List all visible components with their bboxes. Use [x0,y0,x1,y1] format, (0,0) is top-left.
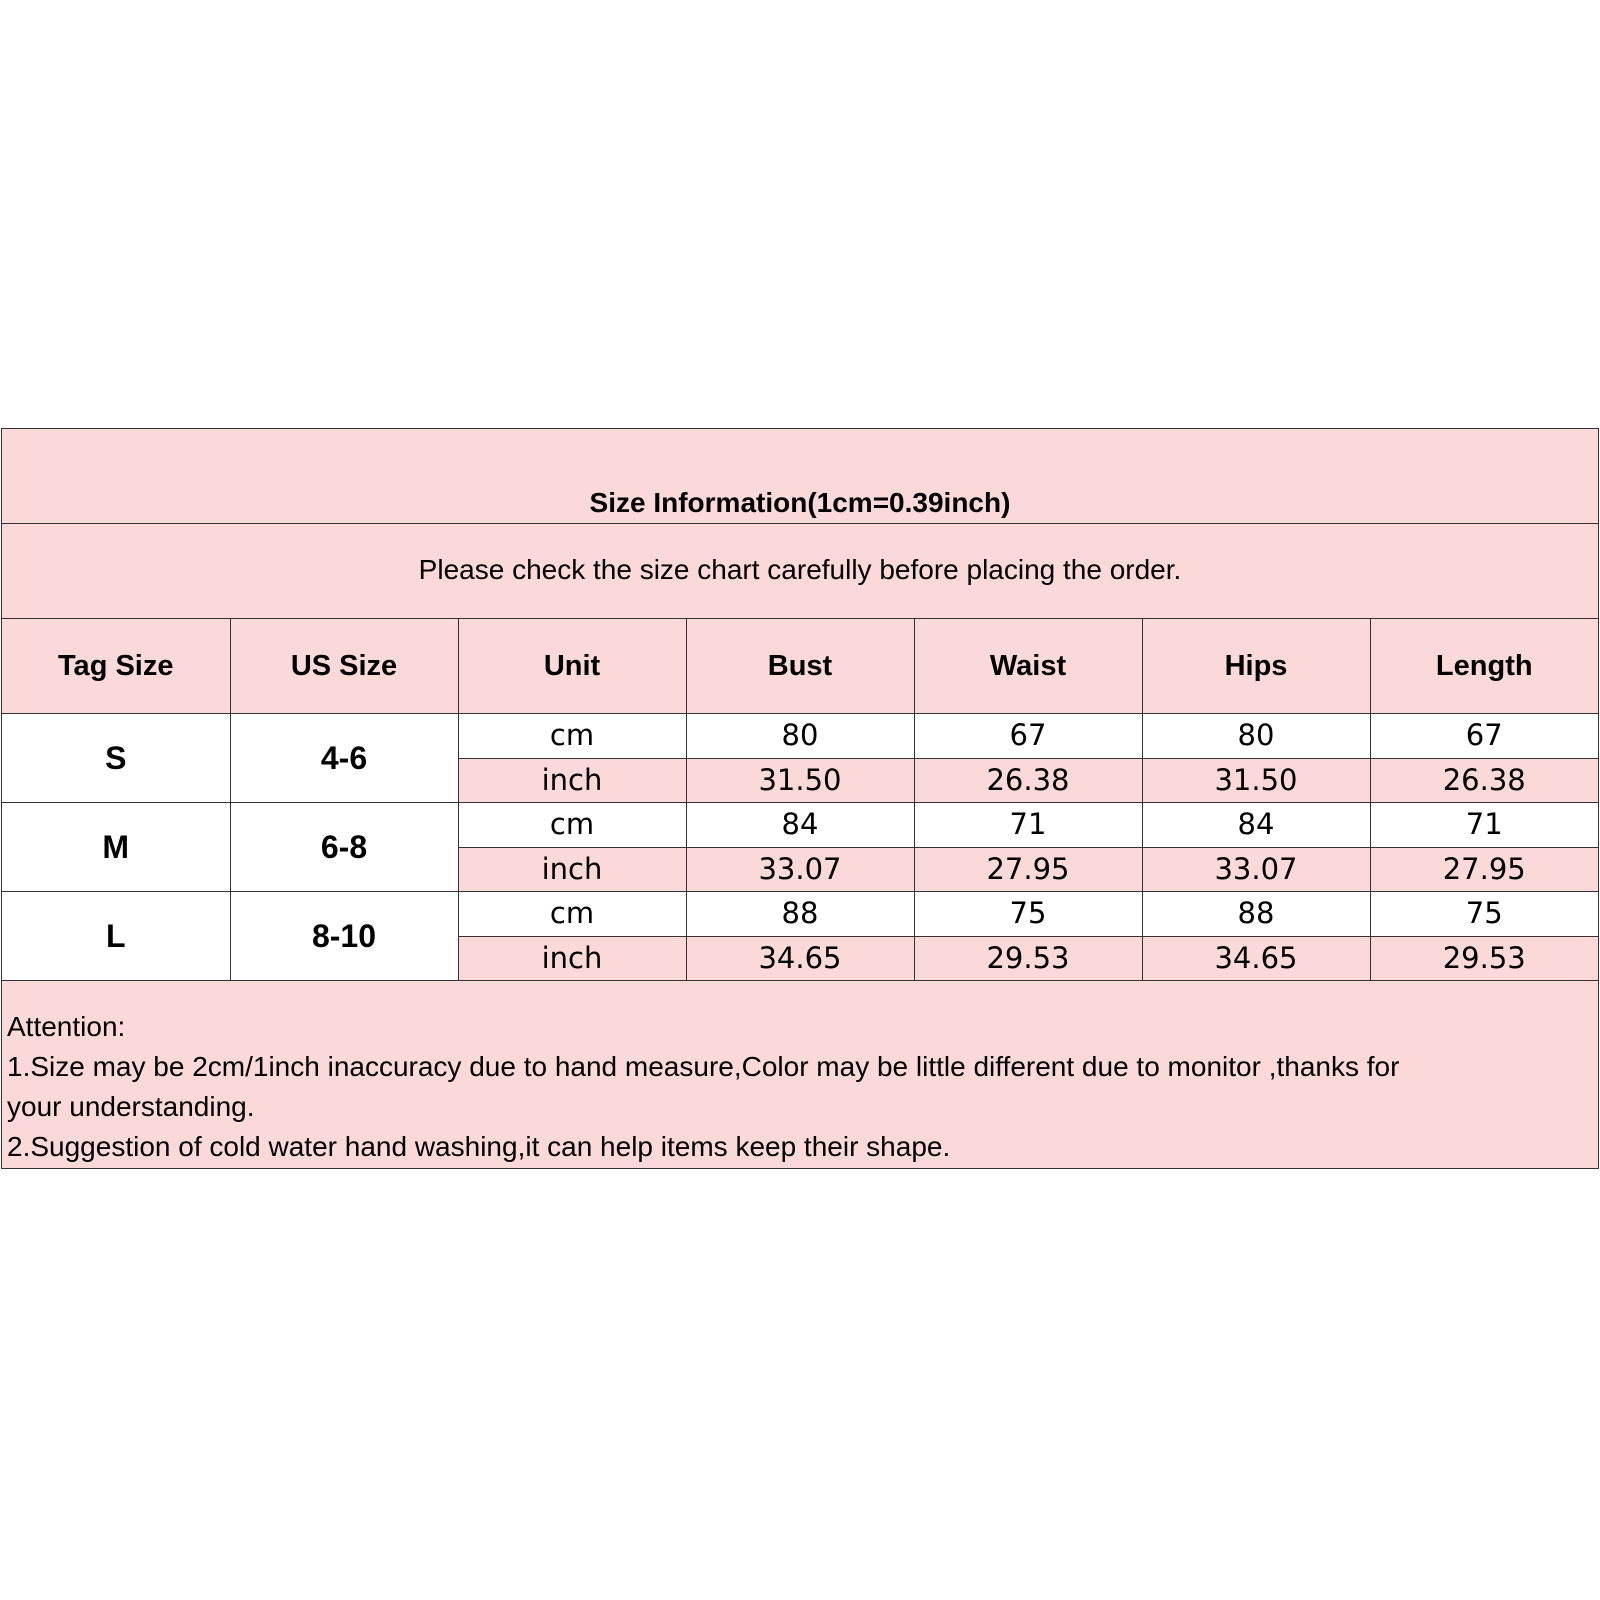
attention-line-1: 1.Size may be 2cm/1inch inaccuracy due to hand measure,Color may be little different due to monitor ,thanks for [7,1051,1400,1082]
unit-cell: cm [458,803,686,848]
us-size-cell: 8-10 [230,892,458,981]
table-row [2,892,1598,937]
waist-cell: 29.53 [914,936,1142,981]
hips-cell: 31.50 [1142,758,1370,803]
attention-heading: Attention: [7,1011,126,1042]
unit-cell: cm [458,892,686,937]
hips-cell: 33.07 [1142,847,1370,892]
size-table [2,619,1598,981]
length-cell: 26.38 [1370,758,1598,803]
length-cell: 75 [1370,892,1598,937]
tag-size-cell: S [2,714,230,803]
header-bust: Bust [686,619,914,714]
waist-cell: 71 [914,803,1142,848]
header-unit: Unit [458,619,686,714]
length-cell: 67 [1370,714,1598,759]
notice-band [2,524,1598,619]
attention-line-2: 2.Suggestion of cold water hand washing,it can help items keep their shape. [7,1131,951,1162]
attention-line-1-continued: your understanding. [7,1091,255,1122]
title-band [2,429,1598,524]
header-hips: Hips [1142,619,1370,714]
waist-cell: 75 [914,892,1142,937]
bust-cell: 88 [686,892,914,937]
hips-cell: 80 [1142,714,1370,759]
us-size-cell: 4-6 [230,714,458,803]
bust-cell: 84 [686,803,914,848]
tag-size-cell: L [2,892,230,981]
waist-cell: 27.95 [914,847,1142,892]
header-length: Length [1370,619,1598,714]
hips-cell: 88 [1142,892,1370,937]
attention-notes [7,1007,1587,1167]
length-cell: 71 [1370,803,1598,848]
header-us-size: US Size [230,619,458,714]
length-cell: 27.95 [1370,847,1598,892]
bust-cell: 31.50 [686,758,914,803]
bust-cell: 34.65 [686,936,914,981]
us-size-cell: 6-8 [230,803,458,892]
waist-cell: 26.38 [914,758,1142,803]
tag-size-cell: M [2,803,230,892]
unit-cell: inch [458,847,686,892]
hips-cell: 34.65 [1142,936,1370,981]
hips-cell: 84 [1142,803,1370,848]
table-header-row [2,619,1598,714]
length-cell: 29.53 [1370,936,1598,981]
table-row [2,803,1598,848]
bust-cell: 33.07 [686,847,914,892]
waist-cell: 67 [914,714,1142,759]
unit-cell: cm [458,714,686,759]
size-chart-notice: Please check the size chart carefully before placing the order. [418,554,1182,585]
unit-cell: inch [458,758,686,803]
size-chart-title: Size Information(1cm=0.39inch) [589,487,1011,518]
header-waist: Waist [914,619,1142,714]
size-chart [1,428,1599,1169]
table-row [2,714,1598,759]
bust-cell: 80 [686,714,914,759]
header-tag-size: Tag Size [2,619,230,714]
unit-cell: inch [458,936,686,981]
